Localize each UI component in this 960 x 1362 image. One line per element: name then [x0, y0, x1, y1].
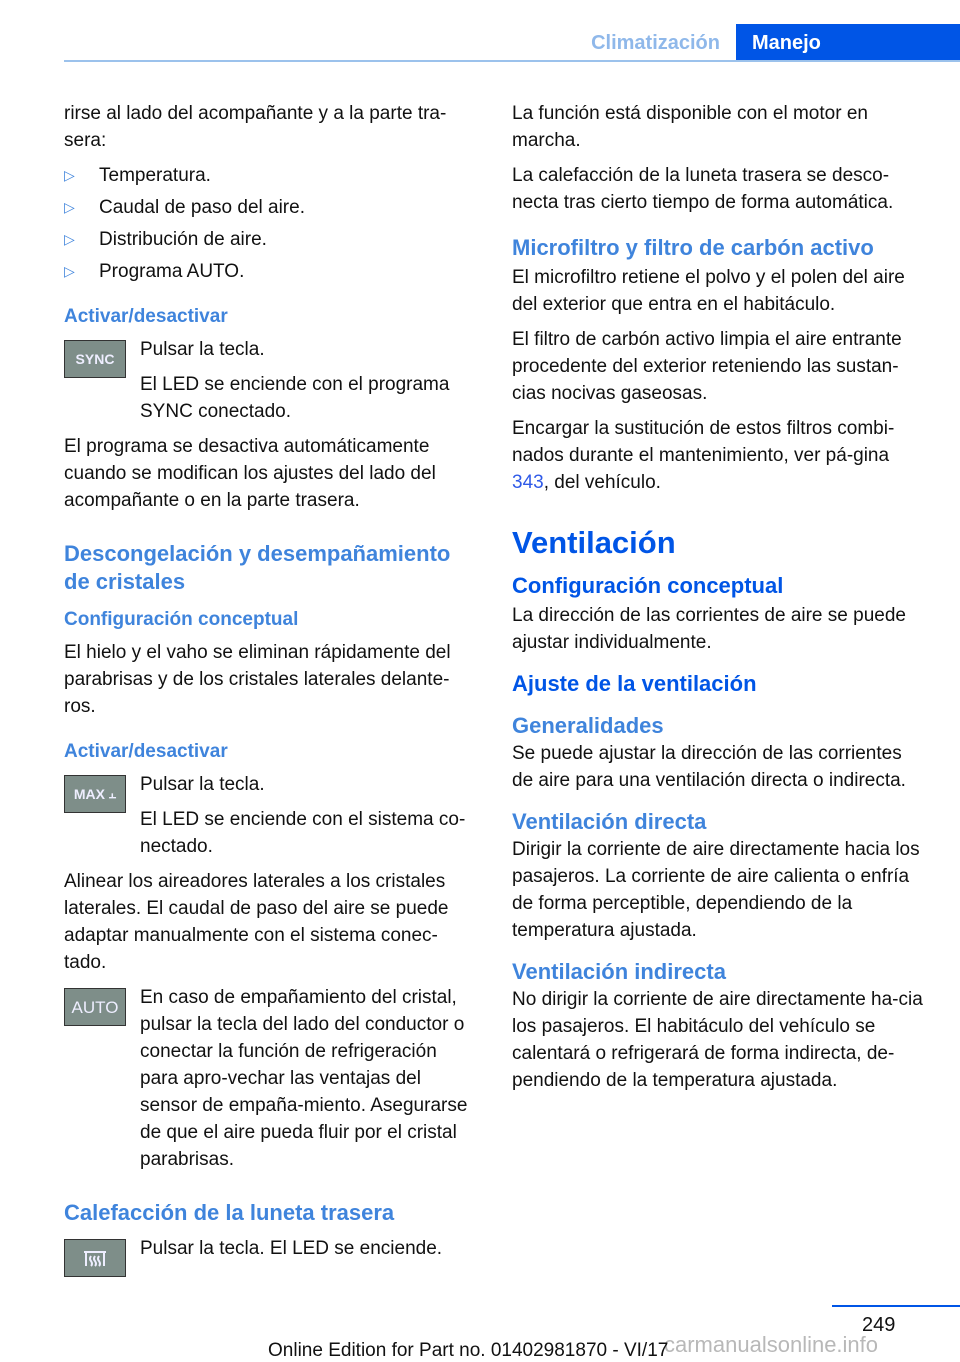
- vent-concept-heading: Configuración conceptual: [512, 573, 784, 598]
- triangle-bullet-icon: ▷: [64, 231, 75, 247]
- ventilation-title: Ventilación: [512, 525, 676, 560]
- direct-text: Dirigir la corriente de aire directamente hacia los pasajeros. La corriente de aire calienta o enfría de forma perceptible, dependiendo de la temperatura ajustada.: [512, 839, 920, 941]
- header-divider: [64, 60, 960, 62]
- watermark: carmanualsonline.info: [664, 1332, 879, 1357]
- rear-heat-p1: La función está disponible con el motor en marcha.: [512, 103, 868, 151]
- list-item: ▷ Caudal de paso del aire.: [64, 194, 476, 221]
- sync-heading: Activar/desactivar: [64, 306, 228, 327]
- sync-text-3: El programa se desactiva automáticamente cuando se modifican los ajustes del lado del acompañante o en la parte trasera.: [64, 436, 436, 511]
- rear-heat-text: Pulsar la tecla. El LED se enciende.: [140, 1238, 443, 1259]
- indirect-text: No dirigir la corriente de aire directamente ha-cia los pasajeros. El habitáculo del vehículo se calentará o refrigerará de forma indirecta, de-pendiendo de la temperatura ajustada.: [512, 989, 923, 1091]
- indirect-heading: Ventilación indirecta: [512, 959, 726, 984]
- auto-block: [64, 984, 476, 1173]
- max-defrost-key-icon: MAX ⫠: [64, 775, 126, 813]
- sync-text-1: Pulsar la tecla.: [140, 339, 265, 360]
- list-item: ▷ Programa AUTO.: [64, 258, 476, 285]
- sync-block: [64, 336, 476, 425]
- direct-heading: Ventilación directa: [512, 809, 707, 834]
- max-block: [64, 771, 476, 860]
- filter-heading: Microfiltro y filtro de carbón activo: [512, 235, 874, 260]
- max-text-2: El LED se enciende con el sistema co-nectado.: [140, 809, 466, 857]
- general-text: Se puede ajustar la dirección de las corrientes de aire para una ventilación directa o indirecta.: [512, 743, 906, 791]
- defrost-concept-heading: Configuración conceptual: [64, 609, 299, 630]
- rear-heat-block: [64, 1235, 476, 1277]
- triangle-bullet-icon: ▷: [64, 199, 75, 215]
- list-item: ▷ Distribución de aire.: [64, 226, 476, 253]
- page-number: 249: [862, 1314, 896, 1336]
- page-link[interactable]: 343: [512, 472, 544, 493]
- triangle-bullet-icon: ▷: [64, 263, 75, 279]
- right-column: [512, 100, 926, 1102]
- edition-footer: Online Edition for Part no. 01402981870 - VI/17: [268, 1340, 669, 1361]
- tab-manejo[interactable]: Manejo: [736, 24, 960, 62]
- general-heading: Generalidades: [512, 713, 664, 738]
- defrost-text-3: Alinear los aireadores laterales a los cristales laterales. El caudal de paso del aire se puede adaptar manualmente con el sistema conec-tado.: [64, 871, 449, 973]
- bullet-list: [64, 162, 476, 285]
- rear-heat-p2: La calefacción de la luneta trasera se desco-necta tras cierto tiempo de forma automática.: [512, 165, 894, 213]
- defrost-heading: Descongelación y desempañamiento de cristales: [64, 541, 451, 594]
- max-text-1: Pulsar la tecla.: [140, 774, 265, 795]
- sync-text-2: El LED se enciende con el programa SYNC conectado.: [140, 374, 450, 422]
- auto-text: En caso de empañamiento del cristal, pulsar la tecla del lado del conductor o conectar la función de refrigeración para apro-vechar las ventajas del sensor de empaña-miento. Asegurarse de que el aire pueda fluir por el cristal parabrisas.: [140, 987, 468, 1170]
- page-header: [64, 24, 960, 62]
- filter-p1: El microfiltro retiene el polvo y el polen del aire del exterior que entra en el habitáculo.: [512, 267, 905, 315]
- sync-key-icon: SYNC: [64, 340, 126, 378]
- footer-divider: [832, 1305, 960, 1307]
- vent-concept-text: La dirección de las corrientes de aire se puede ajustar individualmente.: [512, 605, 906, 653]
- adjust-heading: Ajuste de la ventilación: [512, 671, 757, 696]
- left-column: [64, 100, 476, 1277]
- rear-window-heat-key-icon: [64, 1239, 126, 1277]
- defrost-desc: El hielo y el vaho se eliminan rápidamente del parabrisas y de los cristales laterales delante-ros.: [64, 642, 451, 717]
- list-item: ▷ Temperatura.: [64, 162, 476, 189]
- triangle-bullet-icon: ▷: [64, 167, 75, 183]
- tab-climatizacion[interactable]: Climatización: [591, 32, 720, 54]
- filter-p3: Encargar la sustitución de estos filtros combi-nados durante el mantenimiento, ver pá-gina 343, del vehículo.: [512, 418, 895, 493]
- filter-p2: El filtro de carbón activo limpia el aire entrante procedente del exterior reteniendo las sustan-cias nocivas gaseosas.: [512, 329, 902, 404]
- intro-text: rirse al lado del acompañante y a la parte tra-sera:: [64, 103, 447, 151]
- defrost-toggle-heading: Activar/desactivar: [64, 741, 228, 762]
- rear-heat-heading: Calefacción de la luneta trasera: [64, 1200, 395, 1225]
- auto-key-icon: AUTO: [64, 988, 126, 1026]
